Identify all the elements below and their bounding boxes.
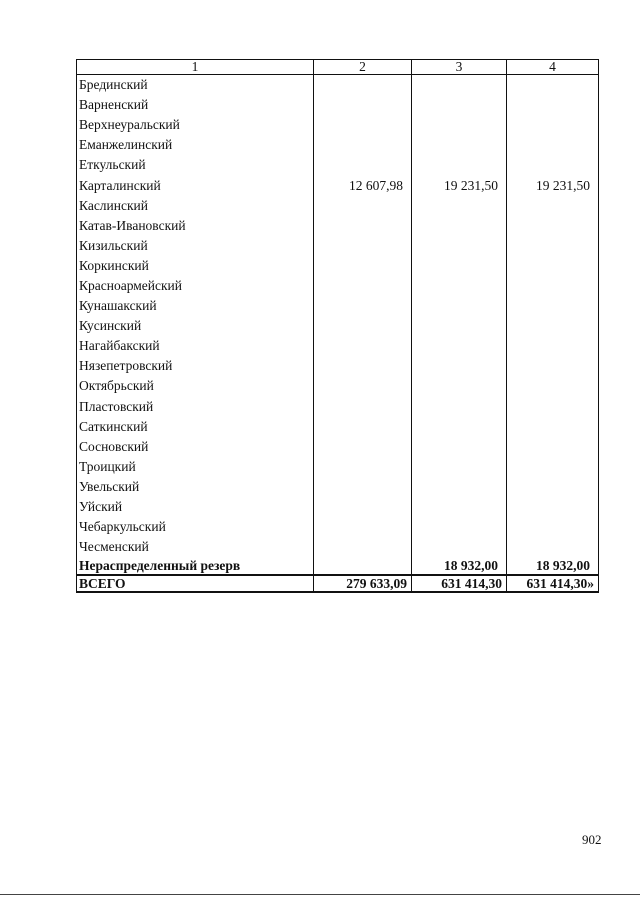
value-col-2 <box>314 95 412 115</box>
total-col-4: 631 414,30» <box>507 575 599 592</box>
district-name: Уйский <box>77 497 314 517</box>
value-col-4 <box>507 115 599 135</box>
value-col-4 <box>507 316 599 336</box>
value-col-2 <box>314 316 412 336</box>
value-col-3 <box>412 397 507 417</box>
reserve-col-4: 18 932,00 <box>507 557 599 575</box>
value-col-3 <box>412 477 507 497</box>
table-row <box>77 517 599 537</box>
district-name: Красноармейский <box>77 276 314 296</box>
table-body <box>77 75 599 593</box>
district-name: Саткинский <box>77 417 314 437</box>
value-col-3 <box>412 95 507 115</box>
value-col-3 <box>412 376 507 396</box>
district-name: Увельский <box>77 477 314 497</box>
value-col-2 <box>314 135 412 155</box>
value-col-2 <box>314 336 412 356</box>
value-col-2 <box>314 75 412 96</box>
district-name: Еткульский <box>77 155 314 175</box>
value-col-4 <box>507 135 599 155</box>
value-col-4: 19 231,50 <box>507 175 599 195</box>
district-name: Каслинский <box>77 196 314 216</box>
value-col-4 <box>507 477 599 497</box>
table-row <box>77 135 599 155</box>
column-header-4: 4 <box>507 60 599 75</box>
table-row <box>77 216 599 236</box>
value-col-2 <box>314 376 412 396</box>
district-name: Кунашакский <box>77 296 314 316</box>
value-col-3 <box>412 437 507 457</box>
value-col-4 <box>507 236 599 256</box>
column-header-3: 3 <box>412 60 507 75</box>
district-name: Кусинский <box>77 316 314 336</box>
district-name: Коркинский <box>77 256 314 276</box>
table-row <box>77 457 599 477</box>
value-col-4 <box>507 296 599 316</box>
district-name: Варненский <box>77 95 314 115</box>
column-header-2: 2 <box>314 60 412 75</box>
total-col-3: 631 414,30 <box>412 575 507 592</box>
table-row <box>77 196 599 216</box>
value-col-3 <box>412 135 507 155</box>
value-col-2 <box>314 437 412 457</box>
value-col-4 <box>507 497 599 517</box>
total-col-2: 279 633,09 <box>314 575 412 592</box>
table-row <box>77 95 599 115</box>
total-row <box>77 575 599 592</box>
value-col-3 <box>412 336 507 356</box>
value-col-4 <box>507 537 599 557</box>
value-col-4 <box>507 95 599 115</box>
value-col-4 <box>507 417 599 437</box>
reserve-row <box>77 557 599 575</box>
district-name: Кизильский <box>77 236 314 256</box>
table-row <box>77 175 599 195</box>
value-col-4 <box>507 256 599 276</box>
value-col-3 <box>412 517 507 537</box>
value-col-4 <box>507 457 599 477</box>
value-col-4 <box>507 356 599 376</box>
district-name: Нагайбакский <box>77 336 314 356</box>
district-name: Октябрьский <box>77 376 314 396</box>
value-col-4 <box>507 336 599 356</box>
table-row <box>77 417 599 437</box>
district-name: Пластовский <box>77 397 314 417</box>
value-col-2 <box>314 155 412 175</box>
value-col-2 <box>314 115 412 135</box>
reserve-col-3: 18 932,00 <box>412 557 507 575</box>
value-col-3 <box>412 537 507 557</box>
total-label: ВСЕГО <box>77 575 314 592</box>
table-row <box>77 437 599 457</box>
value-col-3 <box>412 75 507 96</box>
table-row <box>77 376 599 396</box>
budget-table <box>76 59 599 593</box>
table-row <box>77 256 599 276</box>
value-col-3 <box>412 115 507 135</box>
value-col-2 <box>314 196 412 216</box>
value-col-2 <box>314 256 412 276</box>
value-col-3 <box>412 256 507 276</box>
value-col-3 <box>412 236 507 256</box>
table-row <box>77 537 599 557</box>
district-name: Сосновский <box>77 437 314 457</box>
district-name: Карталинский <box>77 175 314 195</box>
value-col-2 <box>314 417 412 437</box>
table-row <box>77 155 599 175</box>
value-col-4 <box>507 517 599 537</box>
value-col-4 <box>507 376 599 396</box>
bottom-rule <box>0 894 640 895</box>
district-name: Нязепетровский <box>77 356 314 376</box>
reserve-col-2 <box>314 557 412 575</box>
value-col-3 <box>412 356 507 376</box>
value-col-4 <box>507 75 599 96</box>
table-row <box>77 477 599 497</box>
value-col-2 <box>314 537 412 557</box>
table-row <box>77 115 599 135</box>
value-col-4 <box>507 397 599 417</box>
table-row <box>77 497 599 517</box>
district-name: Верхнеуральский <box>77 115 314 135</box>
value-col-4 <box>507 196 599 216</box>
district-name: Чесменский <box>77 537 314 557</box>
value-col-2 <box>314 356 412 376</box>
value-col-3 <box>412 216 507 236</box>
value-col-2 <box>314 457 412 477</box>
value-col-2 <box>314 216 412 236</box>
table-header-row <box>77 60 599 75</box>
value-col-2: 12 607,98 <box>314 175 412 195</box>
district-name: Брединский <box>77 75 314 96</box>
value-col-2 <box>314 276 412 296</box>
table-row <box>77 75 599 96</box>
value-col-2 <box>314 236 412 256</box>
table-row <box>77 397 599 417</box>
page-number: 902 <box>582 832 602 847</box>
value-col-3 <box>412 296 507 316</box>
value-col-4 <box>507 155 599 175</box>
value-col-2 <box>314 517 412 537</box>
column-header-1: 1 <box>77 60 314 75</box>
table-row <box>77 356 599 376</box>
district-name: Еманжелинский <box>77 135 314 155</box>
table-row <box>77 336 599 356</box>
value-col-2 <box>314 477 412 497</box>
value-col-3 <box>412 316 507 336</box>
reserve-label: Нераспределенный резерв <box>77 557 314 575</box>
value-col-4 <box>507 276 599 296</box>
value-col-3 <box>412 417 507 437</box>
value-col-2 <box>314 397 412 417</box>
value-col-3 <box>412 155 507 175</box>
table-row <box>77 296 599 316</box>
district-name: Катав-Ивановский <box>77 216 314 236</box>
value-col-3 <box>412 196 507 216</box>
value-col-3 <box>412 276 507 296</box>
table-row <box>77 276 599 296</box>
value-col-3: 19 231,50 <box>412 175 507 195</box>
table-row <box>77 316 599 336</box>
value-col-4 <box>507 437 599 457</box>
district-name: Троицкий <box>77 457 314 477</box>
value-col-4 <box>507 216 599 236</box>
value-col-3 <box>412 497 507 517</box>
value-col-2 <box>314 497 412 517</box>
value-col-2 <box>314 296 412 316</box>
value-col-3 <box>412 457 507 477</box>
table-row <box>77 236 599 256</box>
district-name: Чебаркульский <box>77 517 314 537</box>
